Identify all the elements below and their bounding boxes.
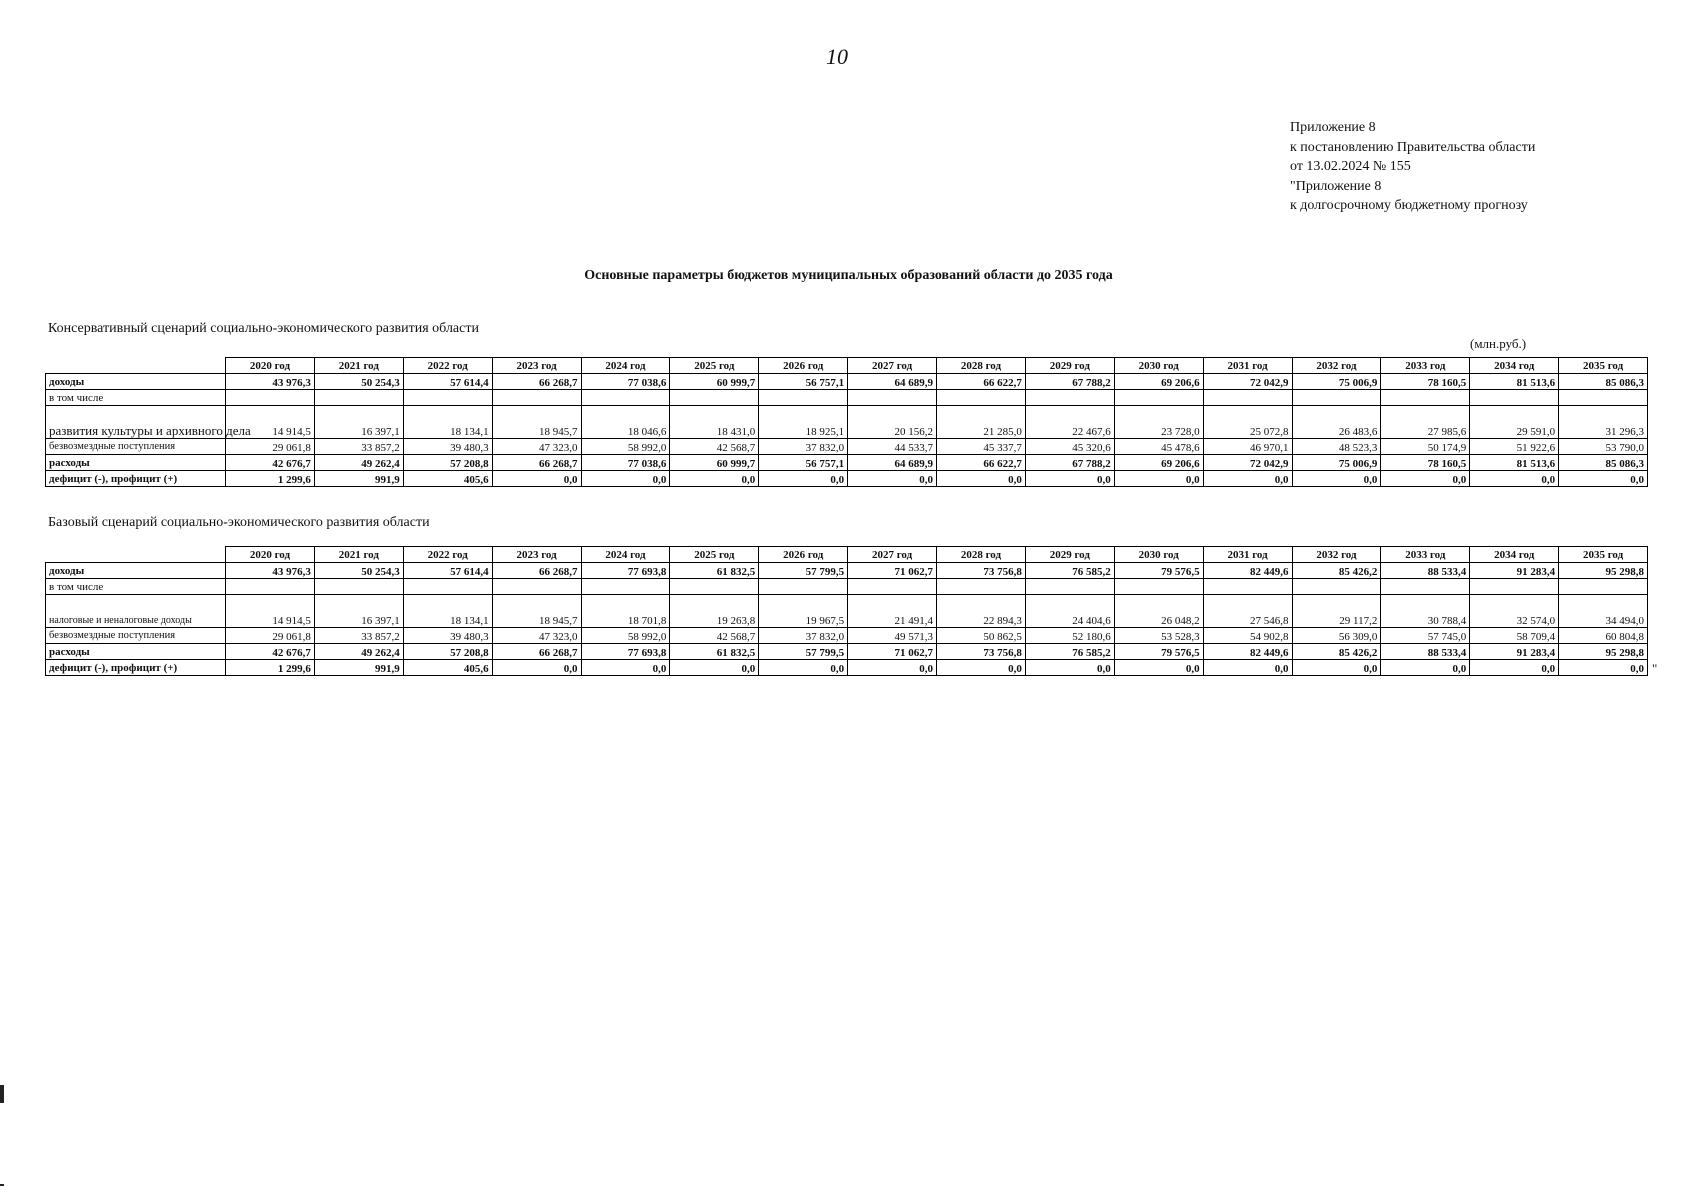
value-cell: 45 478,6 (1114, 439, 1203, 455)
value-cell: 73 756,8 (937, 644, 1026, 660)
year-header: 2023 год (492, 358, 581, 374)
value-cell: 18 701,8 (581, 595, 670, 628)
year-header: 2033 год (1381, 547, 1470, 563)
value-cell: 29 591,0 (1470, 406, 1559, 439)
year-header: 2027 год (848, 358, 937, 374)
year-header: 2030 год (1114, 358, 1203, 374)
year-header: 2021 год (314, 547, 403, 563)
value-cell: 52 180,6 (1025, 628, 1114, 644)
value-cell (314, 579, 403, 595)
value-cell (1292, 390, 1381, 406)
value-cell: 56 309,0 (1292, 628, 1381, 644)
value-cell: 58 992,0 (581, 439, 670, 455)
value-cell: 25 072,8 (1203, 406, 1292, 439)
year-header: 2026 год (759, 547, 848, 563)
value-cell: 85 426,2 (1292, 563, 1381, 579)
value-cell: 0,0 (1381, 660, 1470, 676)
value-cell: 0,0 (1381, 471, 1470, 487)
value-cell: 57 799,5 (759, 563, 848, 579)
value-cell: 0,0 (581, 660, 670, 676)
value-cell: 60 999,7 (670, 455, 759, 471)
value-cell: 39 480,3 (403, 628, 492, 644)
table-row (46, 660, 1648, 676)
year-header: 2028 год (937, 547, 1026, 563)
value-cell: 42 676,7 (226, 644, 315, 660)
year-header: 2020 год (226, 358, 315, 374)
year-header: 2025 год (670, 547, 759, 563)
value-cell: 57 745,0 (1381, 628, 1470, 644)
value-cell: 69 206,6 (1114, 455, 1203, 471)
value-cell: 77 693,8 (581, 563, 670, 579)
row-label: в том числе (46, 579, 226, 595)
value-cell: 19 263,8 (670, 595, 759, 628)
value-cell: 72 042,9 (1203, 374, 1292, 390)
value-cell: 14 914,5 (226, 406, 315, 439)
value-cell: 18 046,6 (581, 406, 670, 439)
value-cell: 20 156,2 (848, 406, 937, 439)
base-scenario-title: Базовый сценарий социально-экономического развития области (48, 515, 430, 530)
value-cell: 0,0 (492, 471, 581, 487)
value-cell: 991,9 (314, 471, 403, 487)
table-row (46, 471, 1648, 487)
value-cell: 991,9 (314, 660, 403, 676)
year-header: 2024 год (581, 358, 670, 374)
value-cell: 49 571,3 (848, 628, 937, 644)
value-cell: 29 117,2 (1292, 595, 1381, 628)
year-header: 2034 год (1470, 358, 1559, 374)
value-cell: 0,0 (848, 660, 937, 676)
value-cell (314, 390, 403, 406)
value-cell (1470, 390, 1559, 406)
value-cell: 75 006,9 (1292, 455, 1381, 471)
value-cell: 79 576,5 (1114, 563, 1203, 579)
value-cell: 0,0 (759, 660, 848, 676)
value-cell (848, 390, 937, 406)
value-cell: 29 061,8 (226, 439, 315, 455)
value-cell: 66 268,7 (492, 374, 581, 390)
value-cell (1025, 390, 1114, 406)
value-cell (1381, 579, 1470, 595)
year-header: 2027 год (848, 547, 937, 563)
table-header-row (46, 358, 1648, 374)
value-cell: 0,0 (937, 660, 1026, 676)
value-cell: 31 296,3 (1559, 406, 1648, 439)
value-cell (1381, 390, 1470, 406)
value-cell (492, 390, 581, 406)
units-label: (млн.руб.) (1470, 336, 1527, 351)
value-cell: 60 999,7 (670, 374, 759, 390)
value-cell: 26 483,6 (1292, 406, 1381, 439)
value-cell (1559, 390, 1648, 406)
value-cell: 42 568,7 (670, 439, 759, 455)
value-cell: 18 945,7 (492, 406, 581, 439)
value-cell: 18 945,7 (492, 595, 581, 628)
value-cell (1203, 390, 1292, 406)
page-number: 10 (826, 44, 848, 69)
value-cell (1114, 579, 1203, 595)
value-cell: 0,0 (670, 471, 759, 487)
value-cell (759, 579, 848, 595)
value-cell: 0,0 (670, 660, 759, 676)
value-cell: 0,0 (759, 471, 848, 487)
value-cell: 43 976,3 (226, 374, 315, 390)
row-label: дефицит (-), профицит (+) (46, 660, 226, 676)
table-row (46, 374, 1648, 390)
year-header: 2022 год (403, 358, 492, 374)
value-cell: 27 546,8 (1203, 595, 1292, 628)
value-cell (670, 579, 759, 595)
value-cell: 21 491,4 (848, 595, 937, 628)
value-cell: 75 006,9 (1292, 374, 1381, 390)
row-label: безвозмездные поступления (46, 439, 226, 455)
value-cell: 64 689,9 (848, 455, 937, 471)
value-cell: 76 585,2 (1025, 644, 1114, 660)
value-cell: 60 804,8 (1559, 628, 1648, 644)
value-cell: 1 299,6 (226, 471, 315, 487)
year-header: 2034 год (1470, 547, 1559, 563)
value-cell: 53 790,0 (1559, 439, 1648, 455)
value-cell: 50 254,3 (314, 374, 403, 390)
value-cell: 50 862,5 (937, 628, 1026, 644)
value-cell (1559, 579, 1648, 595)
appendix-line: от 13.02.2024 № 155 (1290, 159, 1411, 174)
value-cell: 66 622,7 (937, 374, 1026, 390)
table-row (46, 563, 1648, 579)
conservative-budget-table (45, 357, 1648, 487)
row-label: развития культуры и архивного дела (46, 406, 226, 439)
value-cell: 34 494,0 (1559, 595, 1648, 628)
value-cell: 47 323,0 (492, 439, 581, 455)
header-blank-cell (46, 358, 226, 374)
value-cell (1114, 390, 1203, 406)
value-cell: 72 042,9 (1203, 455, 1292, 471)
year-header: 2031 год (1203, 547, 1292, 563)
value-cell (1203, 579, 1292, 595)
value-cell: 37 832,0 (759, 439, 848, 455)
value-cell: 0,0 (1559, 471, 1648, 487)
value-cell: 66 268,7 (492, 563, 581, 579)
value-cell: 0,0 (1025, 471, 1114, 487)
value-cell: 77 038,6 (581, 374, 670, 390)
value-cell (403, 390, 492, 406)
value-cell: 43 976,3 (226, 563, 315, 579)
value-cell: 49 262,4 (314, 644, 403, 660)
value-cell: 71 062,7 (848, 563, 937, 579)
appendix-line: к постановлению Правительства области (1290, 139, 1536, 155)
value-cell: 18 134,1 (403, 595, 492, 628)
value-cell: 42 676,7 (226, 455, 315, 471)
value-cell: 66 268,7 (492, 455, 581, 471)
table-row (46, 644, 1648, 660)
value-cell: 18 925,1 (759, 406, 848, 439)
document-title: Основные параметры бюджетов муниципальных образований области до 2035 года (584, 268, 1113, 283)
value-cell: 67 788,2 (1025, 374, 1114, 390)
year-header: 2029 год (1025, 358, 1114, 374)
closing-quote: " (1652, 661, 1658, 676)
value-cell: 78 160,5 (1381, 455, 1470, 471)
value-cell: 0,0 (1292, 471, 1381, 487)
value-cell: 45 337,7 (937, 439, 1026, 455)
value-cell: 405,6 (403, 471, 492, 487)
value-cell: 57 799,5 (759, 644, 848, 660)
value-cell: 33 857,2 (314, 439, 403, 455)
value-cell: 85 426,2 (1292, 644, 1381, 660)
value-cell (226, 579, 315, 595)
value-cell: 58 709,4 (1470, 628, 1559, 644)
row-label: налоговые и неналоговые доходы (46, 595, 226, 628)
value-cell: 39 480,3 (403, 439, 492, 455)
value-cell: 0,0 (848, 471, 937, 487)
value-cell: 66 268,7 (492, 644, 581, 660)
value-cell: 64 689,9 (848, 374, 937, 390)
row-label: расходы (46, 455, 226, 471)
value-cell: 0,0 (492, 660, 581, 676)
value-cell: 14 914,5 (226, 595, 315, 628)
table-row (46, 579, 1648, 595)
table-header-row (46, 547, 1648, 563)
value-cell: 57 208,8 (403, 644, 492, 660)
value-cell: 22 467,6 (1025, 406, 1114, 439)
row-label: доходы (46, 563, 226, 579)
value-cell: 91 283,4 (1470, 563, 1559, 579)
conservative-scenario-title: Консервативный сценарий социально-экономического развития области (48, 321, 479, 336)
row-label: безвозмездные поступления (46, 628, 226, 644)
value-cell (848, 579, 937, 595)
year-header: 2029 год (1025, 547, 1114, 563)
value-cell: 61 832,5 (670, 563, 759, 579)
year-header: 2032 год (1292, 547, 1381, 563)
value-cell: 81 513,6 (1470, 455, 1559, 471)
value-cell (1025, 579, 1114, 595)
value-cell: 1 299,6 (226, 660, 315, 676)
row-label: расходы (46, 644, 226, 660)
appendix-block (1290, 118, 1535, 216)
value-cell: 85 086,3 (1559, 374, 1648, 390)
value-cell: 88 533,4 (1381, 644, 1470, 660)
value-cell: 0,0 (1025, 660, 1114, 676)
value-cell: 23 728,0 (1114, 406, 1203, 439)
value-cell: 24 404,6 (1025, 595, 1114, 628)
value-cell: 51 922,6 (1470, 439, 1559, 455)
value-cell: 48 523,3 (1292, 439, 1381, 455)
value-cell: 82 449,6 (1203, 644, 1292, 660)
value-cell: 16 397,1 (314, 406, 403, 439)
value-cell: 0,0 (1559, 660, 1648, 676)
value-cell: 95 298,8 (1559, 563, 1648, 579)
value-cell: 0,0 (937, 471, 1026, 487)
value-cell: 82 449,6 (1203, 563, 1292, 579)
year-header: 2033 год (1381, 358, 1470, 374)
year-header: 2026 год (759, 358, 848, 374)
table-row (46, 439, 1648, 455)
table-row (46, 406, 1648, 439)
value-cell (492, 579, 581, 595)
value-cell: 54 902,8 (1203, 628, 1292, 644)
appendix-line: к долгосрочному бюджетному прогнозу (1290, 198, 1528, 213)
year-header: 2030 год (1114, 547, 1203, 563)
value-cell: 57 614,4 (403, 563, 492, 579)
value-cell: 46 970,1 (1203, 439, 1292, 455)
value-cell: 0,0 (581, 471, 670, 487)
value-cell (581, 579, 670, 595)
value-cell: 18 134,1 (403, 406, 492, 439)
value-cell: 50 254,3 (314, 563, 403, 579)
value-cell: 0,0 (1203, 471, 1292, 487)
year-header: 2024 год (581, 547, 670, 563)
value-cell: 73 756,8 (937, 563, 1026, 579)
base-budget-table (45, 546, 1648, 676)
value-cell: 33 857,2 (314, 628, 403, 644)
value-cell: 67 788,2 (1025, 455, 1114, 471)
value-cell: 50 174,9 (1381, 439, 1470, 455)
value-cell: 19 967,5 (759, 595, 848, 628)
value-cell: 66 622,7 (937, 455, 1026, 471)
value-cell: 95 298,8 (1559, 644, 1648, 660)
scan-edge-mark (0, 1184, 4, 1186)
year-header: 2035 год (1559, 547, 1648, 563)
value-cell: 37 832,0 (759, 628, 848, 644)
value-cell: 30 788,4 (1381, 595, 1470, 628)
value-cell: 29 061,8 (226, 628, 315, 644)
table-row (46, 455, 1648, 471)
value-cell: 79 576,5 (1114, 644, 1203, 660)
header-blank-cell (46, 547, 226, 563)
appendix-line: "Приложение 8 (1290, 178, 1382, 194)
value-cell: 47 323,0 (492, 628, 581, 644)
value-cell: 53 528,3 (1114, 628, 1203, 644)
value-cell: 16 397,1 (314, 595, 403, 628)
year-header: 2021 год (314, 358, 403, 374)
table-row (46, 628, 1648, 644)
value-cell: 91 283,4 (1470, 644, 1559, 660)
value-cell (937, 579, 1026, 595)
value-cell: 58 992,0 (581, 628, 670, 644)
value-cell: 0,0 (1203, 660, 1292, 676)
year-header: 2031 год (1203, 358, 1292, 374)
value-cell: 56 757,1 (759, 374, 848, 390)
value-cell: 0,0 (1114, 471, 1203, 487)
value-cell: 0,0 (1292, 660, 1381, 676)
table-row (46, 595, 1648, 628)
value-cell (581, 390, 670, 406)
year-header: 2035 год (1559, 358, 1648, 374)
value-cell: 26 048,2 (1114, 595, 1203, 628)
value-cell (670, 390, 759, 406)
year-header: 2025 год (670, 358, 759, 374)
value-cell (1292, 579, 1381, 595)
value-cell: 69 206,6 (1114, 374, 1203, 390)
value-cell: 57 614,4 (403, 374, 492, 390)
value-cell: 81 513,6 (1470, 374, 1559, 390)
value-cell: 78 160,5 (1381, 374, 1470, 390)
row-label: в том числе (46, 390, 226, 406)
row-label: доходы (46, 374, 226, 390)
value-cell: 85 086,3 (1559, 455, 1648, 471)
value-cell: 77 038,6 (581, 455, 670, 471)
value-cell (403, 579, 492, 595)
value-cell: 44 533,7 (848, 439, 937, 455)
row-label: дефицит (-), профицит (+) (46, 471, 226, 487)
value-cell: 76 585,2 (1025, 563, 1114, 579)
value-cell: 49 262,4 (314, 455, 403, 471)
value-cell: 45 320,6 (1025, 439, 1114, 455)
value-cell: 0,0 (1470, 471, 1559, 487)
value-cell: 0,0 (1114, 660, 1203, 676)
value-cell: 22 894,3 (937, 595, 1026, 628)
value-cell (937, 390, 1026, 406)
value-cell: 27 985,6 (1381, 406, 1470, 439)
value-cell: 18 431,0 (670, 406, 759, 439)
value-cell: 77 693,8 (581, 644, 670, 660)
year-header: 2028 год (937, 358, 1026, 374)
value-cell: 42 568,7 (670, 628, 759, 644)
year-header: 2020 год (226, 547, 315, 563)
value-cell: 71 062,7 (848, 644, 937, 660)
year-header: 2023 год (492, 547, 581, 563)
value-cell: 61 832,5 (670, 644, 759, 660)
value-cell: 405,6 (403, 660, 492, 676)
year-header: 2022 год (403, 547, 492, 563)
value-cell: 0,0 (1470, 660, 1559, 676)
value-cell (226, 390, 315, 406)
value-cell: 88 533,4 (1381, 563, 1470, 579)
value-cell: 56 757,1 (759, 455, 848, 471)
value-cell: 57 208,8 (403, 455, 492, 471)
value-cell (759, 390, 848, 406)
value-cell: 21 285,0 (937, 406, 1026, 439)
value-cell (1470, 579, 1559, 595)
appendix-line: Приложение 8 (1290, 120, 1376, 135)
value-cell: 32 574,0 (1470, 595, 1559, 628)
table-row (46, 390, 1648, 406)
scan-edge-mark (0, 1085, 4, 1103)
year-header: 2032 год (1292, 358, 1381, 374)
